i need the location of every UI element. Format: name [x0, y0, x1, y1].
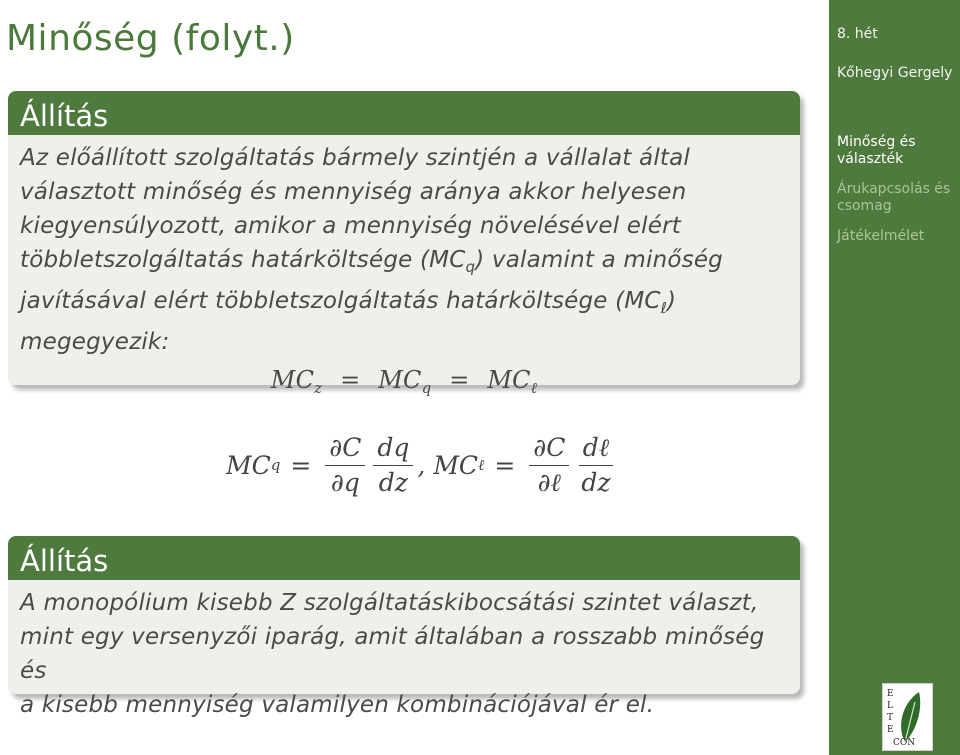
fraction-partial-c-l [529, 433, 569, 498]
eq-equals: = [340, 366, 361, 394]
line-4-text-end: ) valamint a minőség [475, 247, 723, 273]
claim-1-line-2: választott minőség és mennyiség aránya akkor helyesen [20, 179, 687, 205]
fraction-numerator: ∂C [529, 433, 569, 466]
eq-subscript: z [314, 379, 323, 397]
formula-equals: = [290, 450, 312, 480]
svg-text:T: T [887, 713, 894, 723]
claim-1-line-3: kiegyensúlyozott, amikor a mennyiség növelésével elért [20, 213, 681, 239]
fraction-denominator: ∂q [330, 467, 360, 497]
formula-lhs-subscript: ℓ [478, 455, 485, 474]
sidebar-item-jatekelmelet[interactable]: Játékelmélet [837, 228, 925, 244]
line-5-subscript: ℓ [660, 299, 668, 317]
svg-text:L: L [887, 701, 893, 711]
claim-1-line-4 [20, 243, 788, 284]
fraction-denominator: dz [378, 467, 408, 497]
eq-subscript: ℓ [530, 379, 538, 397]
line-4-subscript: q [465, 258, 476, 276]
line-4-text: többletszolgáltatás határköltsége (MC [20, 247, 466, 273]
claim-block-2 [8, 536, 800, 718]
fraction-numerator: ∂C [325, 433, 365, 466]
claim-1-line-1: Az előállított szolgáltatás bármely szintjén a vállalat által [20, 145, 691, 171]
eq-term: MC [378, 366, 422, 394]
derivative-formula [226, 420, 619, 510]
claim-block-2-heading: Állítás [8, 536, 800, 580]
formula-equals: = [494, 450, 516, 480]
eq-term: MC [270, 366, 315, 394]
fraction-numerator: dℓ [579, 433, 613, 466]
claim-block-1-body [8, 135, 800, 415]
claim-block-1 [8, 91, 800, 397]
elte-econ-logo [882, 683, 933, 751]
formula-comma: , [417, 450, 426, 480]
sidebar-author[interactable]: Kőhegyi Gergely [837, 65, 953, 81]
fraction-denominator: dz [581, 467, 611, 497]
claim-block-1-heading: Állítás [8, 91, 800, 135]
svg-text:E: E [887, 689, 894, 699]
formula-lhs: MC [226, 450, 271, 480]
eq-subscript: q [421, 379, 432, 397]
claim-1-line-6: megegyezik: [20, 329, 170, 355]
fraction-dq-dz [373, 433, 413, 498]
claim-2-line-2: mint egy versenyzői iparág, amit általában a rosszabb minőség és [20, 624, 765, 684]
claim-1-line-5 [20, 284, 788, 325]
svg-text:CON: CON [893, 738, 916, 748]
line-5-text: javításával elért többletszolgáltatás határköltsége (MC [20, 288, 661, 314]
fraction-numerator: dq [373, 433, 413, 466]
fraction-partial-c-q [325, 433, 365, 498]
svg-text:E: E [887, 725, 894, 735]
elte-econ-logo-icon [883, 684, 932, 750]
fraction-dl-dz [577, 433, 614, 498]
formula-lhs-subscript: q [270, 456, 281, 474]
sidebar [829, 0, 960, 755]
eq-equals: = [449, 366, 470, 394]
sidebar-item-minoseg-es-valasztek[interactable]: Minőség és választék [837, 134, 916, 167]
equality-equation [20, 363, 788, 405]
claim-block-2-body [8, 580, 800, 732]
claim-2-line-3: a kisebb mennyiség valamilyen kombinációjával ér el. [20, 692, 655, 718]
eq-term: MC [487, 366, 531, 394]
sidebar-item-arukapcsolas-es-csomag[interactable]: Árukapcsolás és csomag [837, 181, 951, 214]
formula-lhs: MC [433, 450, 479, 480]
line-5-text-end: ) [667, 288, 677, 314]
slide-title: Minőség (folyt.) [6, 18, 295, 59]
fraction-denominator: ∂ℓ [537, 467, 561, 497]
sidebar-week[interactable]: 8. hét [837, 26, 878, 42]
claim-2-line-1: A monopólium kisebb Z szolgáltatáskibocsátási szintet választ, [20, 590, 759, 616]
